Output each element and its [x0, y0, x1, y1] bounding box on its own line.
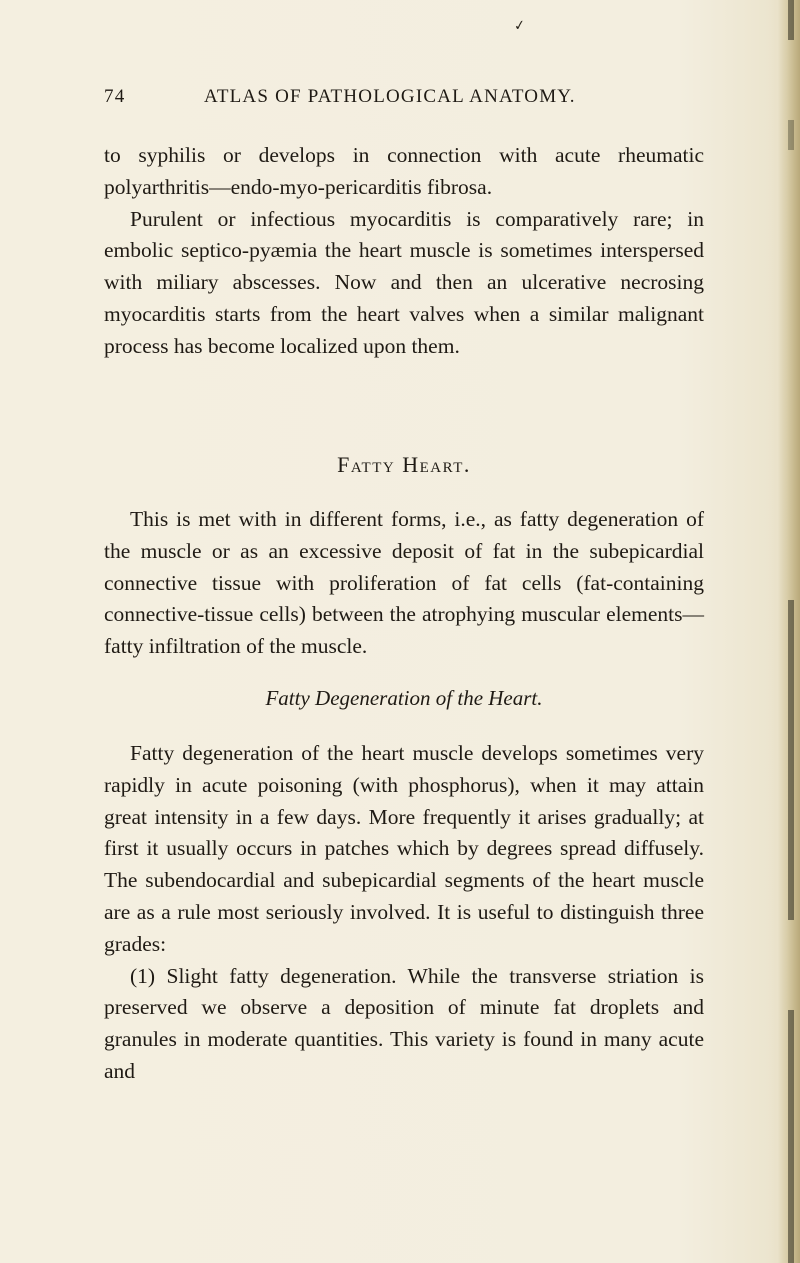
slight-degeneration-paragraph: (1) Slight fatty degeneration. While the transverse striation is preserved we observe a deposition of minute fat droplets and granules in moderate quantities. This variety is found in many acute and	[104, 963, 704, 1083]
edge-mark	[788, 1010, 794, 1263]
top-text-block	[104, 140, 704, 363]
fatty-degeneration-paragraph: Fatty degeneration of the heart muscle develops sometimes very rapidly in acute poisoning (with phosphorus), when it may attain great intensity in a few days. More frequently it arises gradually; at first it usually occurs in patches which by degrees spread diffusely. The subendocardial and subepicardial segments of the heart muscle are as a rule most seriously involved. It is useful to distinguish three grades:	[104, 741, 704, 956]
running-header	[104, 86, 664, 116]
fatty-heart-heading: Fatty Heart.	[337, 452, 471, 477]
fatty-degeneration-heading: Fatty Degeneration of the Heart.	[265, 686, 543, 710]
edge-mark	[788, 0, 794, 40]
continued-paragraph: to syphilis or develops in connection with acute rheumatic polyarthritis—endo-myo-pericarditis fibrosa.	[104, 143, 704, 199]
fatty-degeneration-block	[104, 738, 704, 1088]
fatty-heart-block	[104, 504, 704, 663]
edge-mark	[788, 120, 794, 150]
purulent-myocarditis-paragraph: Purulent or infectious myocarditis is comparatively rare; in embolic septico-pyæmia the heart muscle is sometimes interspersed with miliary abscesses. Now and then an ulcerative necrosing myocarditis starts from the heart valves when a similar malignant process has become localized upon them.	[104, 206, 704, 358]
edge-mark	[788, 600, 794, 920]
running-title: ATLAS OF PATHOLOGICAL ANATOMY.	[204, 86, 576, 107]
page-number: 74	[104, 86, 126, 107]
fatty-heart-paragraph: This is met with in different forms, i.e., as fatty degeneration of the muscle or as an excessive deposit of fat in the subepicardial connective tissue with proliferation of fat cells (fat-containing connective-tissue cells) between the atrophying muscular elements—fatty infiltration of the muscle.	[104, 507, 704, 659]
page-edge-shadow	[778, 0, 800, 1263]
pencil-tick-mark: ✓	[513, 18, 527, 35]
